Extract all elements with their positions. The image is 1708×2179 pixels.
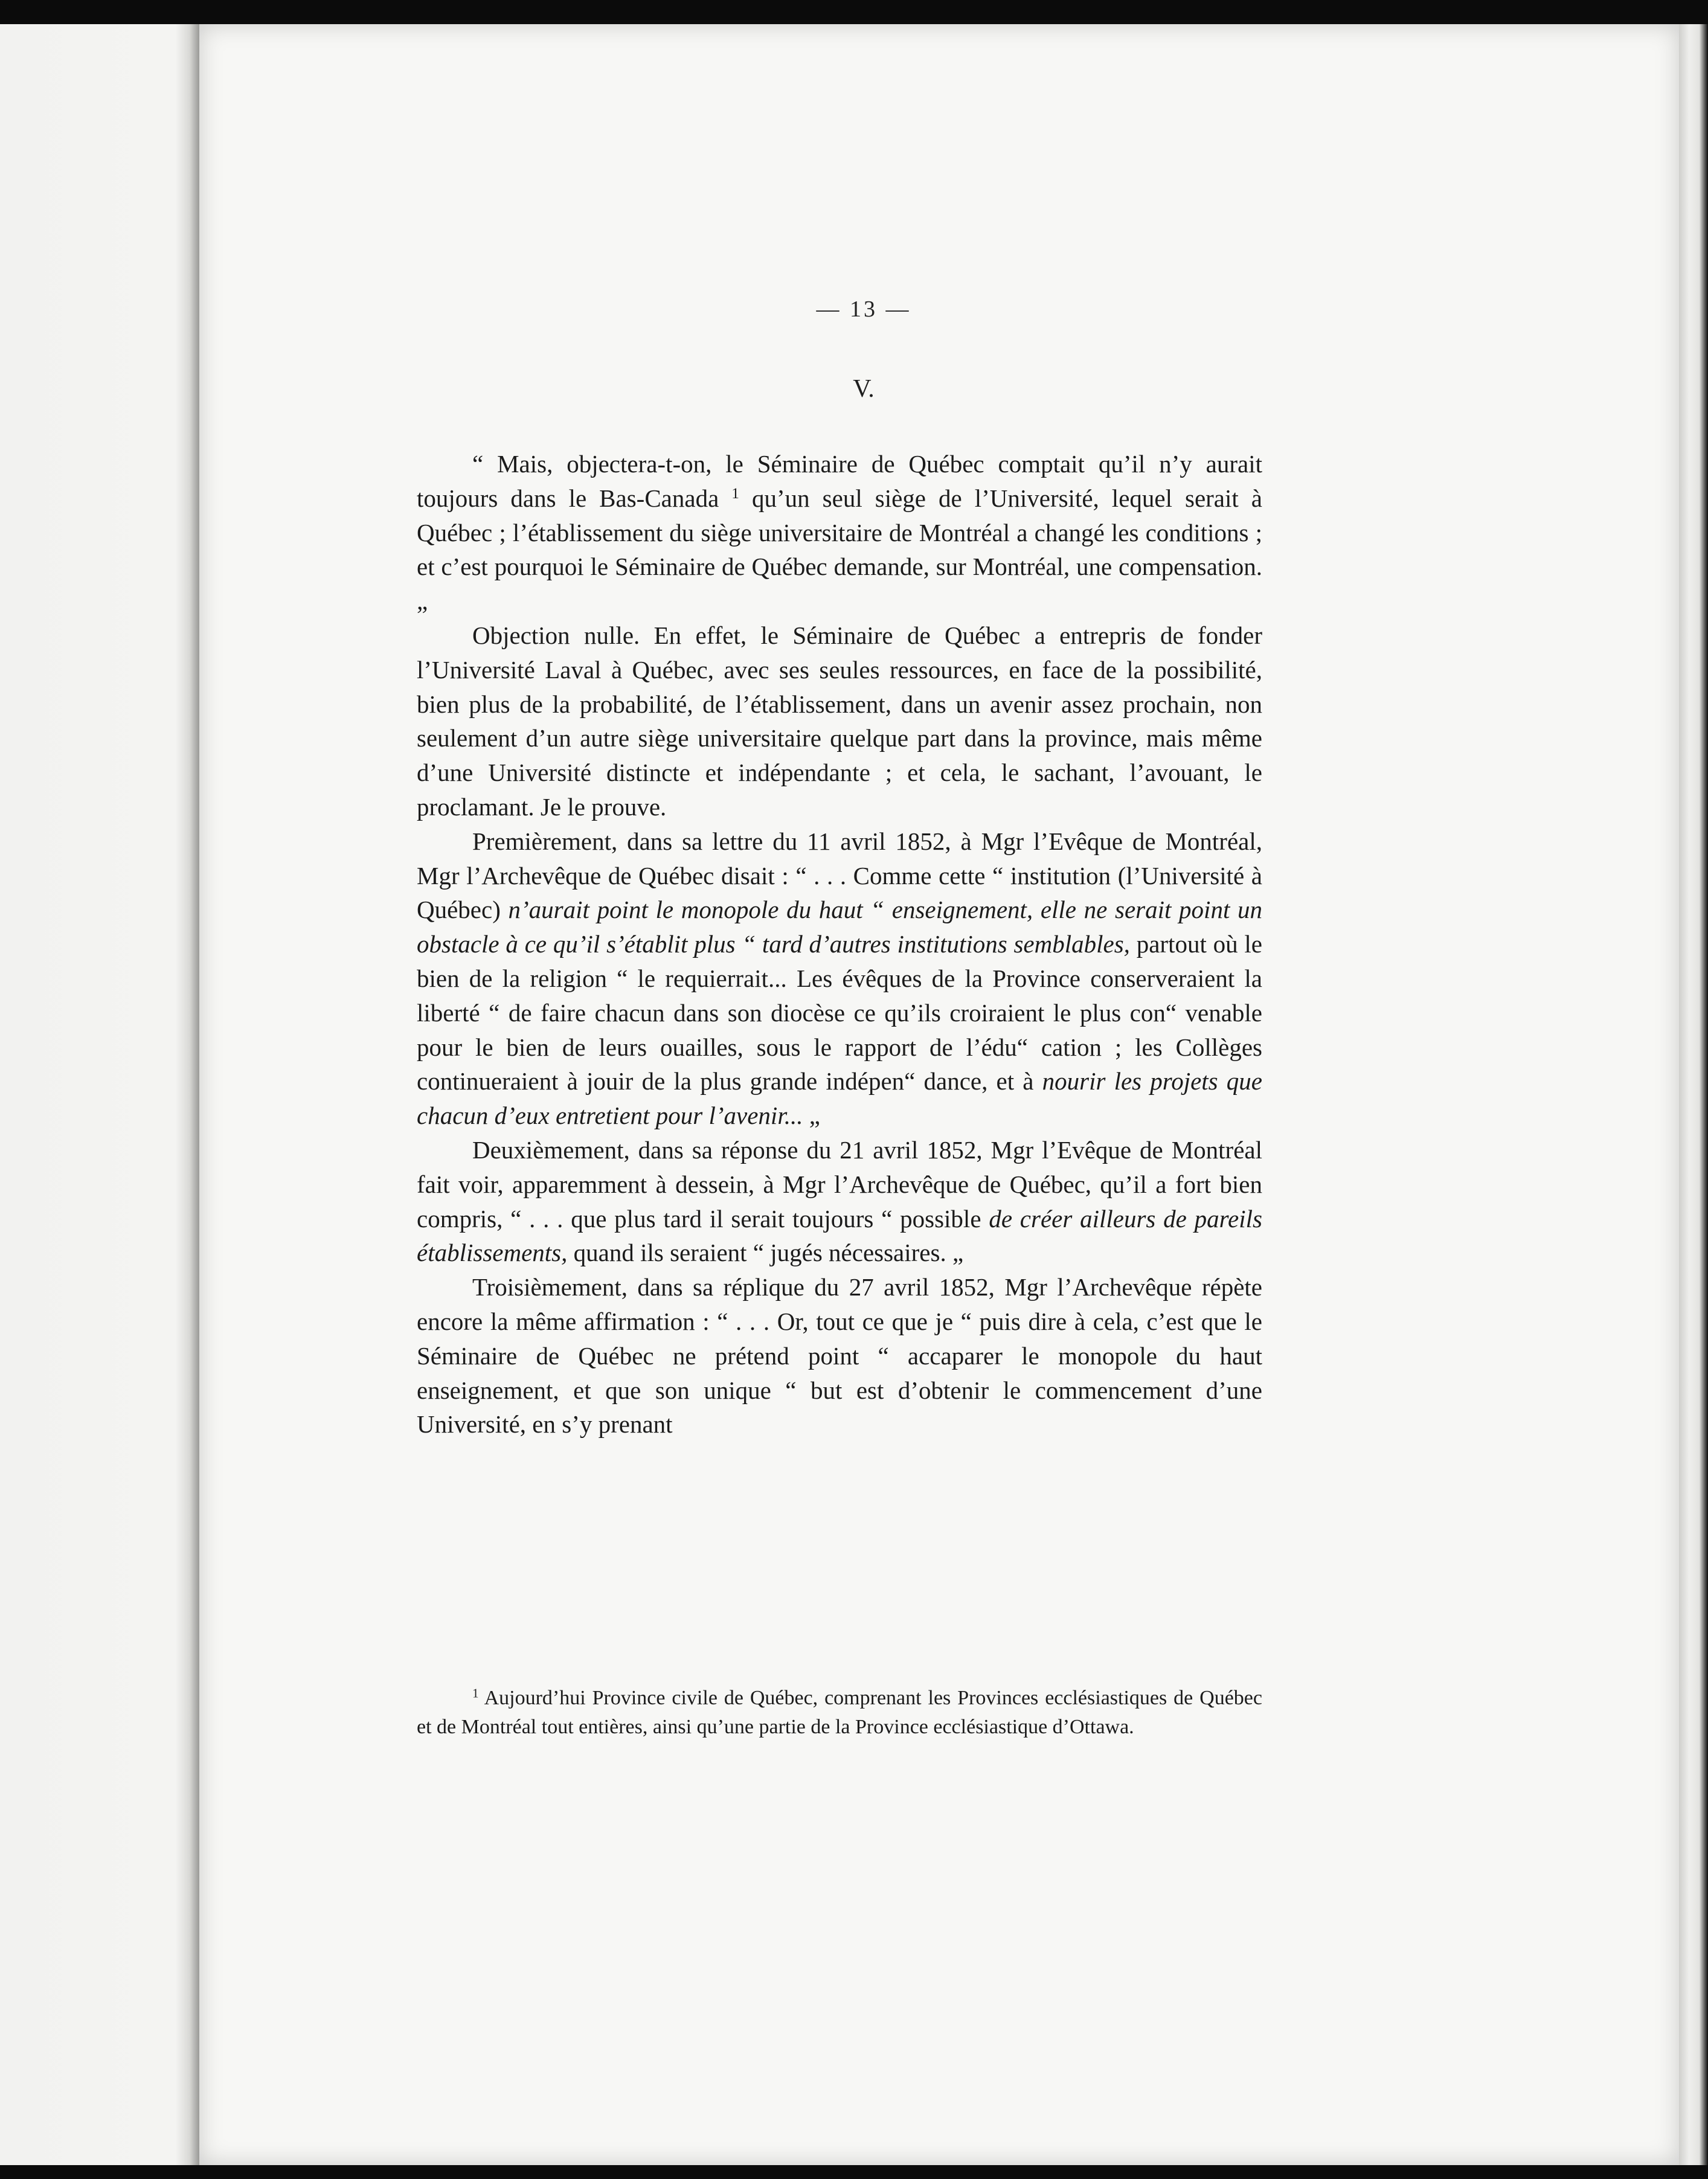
body-text (417, 447, 1262, 1442)
text-run: partout où le bien de la religion “ le requierrait... Les évêques de la Province conserveraient la liberté “ de faire chacun dans son diocèse ce qu’ils croiraient le plus con“ venable pour le bien de leurs ouailles, sous le rapport de l’édu“ cation ; les Collèges continueraient à jouir de la plus grande indépen“ dance, et à (417, 930, 1262, 1096)
text-run: Premièrement, dans sa lettre du 11 avril 1852, à Mgr l’Evêque de Montréal, Mgr l’Archevêque de Québec disait : “ . . . Comme cette “ institution (l’Université à Québec) (417, 827, 1262, 924)
italic-quotation: n’aurait point le monopole du haut “ enseignement, elle ne serait point un obstacle à ce qu’il s’établit plus “ tard d’autres institutions semblables, (417, 896, 1262, 958)
paragraph (417, 447, 1262, 618)
page-right-edge (1679, 24, 1708, 2165)
text-run: “ Mais, objectera-t-on, le Séminaire de Québec comptait qu’il n’y aurait toujours dans le Bas-Canada (417, 450, 1262, 512)
text-run: quand ils seraient “ jugés nécessaires. „ (567, 1239, 964, 1267)
italic-quotation: nourir les projets que chacun d’eux entretient pour l’avenir... (417, 1067, 1262, 1130)
paragraph (417, 1270, 1262, 1442)
text-run: „ (803, 1102, 820, 1130)
facing-page-edge (0, 24, 199, 2165)
footnote-marker: 1 (472, 1686, 479, 1701)
paragraph (417, 824, 1262, 1133)
text-run: qu’un seul siège de l’Université, lequel serait à Québec ; l’établissement du siège universitaire de Montréal a changé les conditions ; et c’est pourquoi le Séminaire de Québec demande, sur Montréal, une compensation. „ (417, 484, 1262, 615)
page-number: — 13 — (816, 297, 911, 322)
text-run: Troisièmement, dans sa réplique du 27 avril 1852, Mgr l’Archevêque répète encore la même affirmation : “ . . . Or, tout ce que je “ puis dire à cela, c’est que le Séminaire de Québec ne prétend point “ accaparer le monopole du haut enseignement, et que son unique “ but est d’obtenir le commencement d’une Université, en s’y prenant (417, 1273, 1262, 1439)
footnote (417, 1684, 1262, 1742)
paragraph (417, 1133, 1262, 1270)
italic-quotation: de créer ailleurs de pareils établissements, (417, 1204, 1262, 1267)
footnote-text (417, 1684, 1262, 1742)
paragraph (417, 618, 1262, 824)
text-run: Objection nulle. En effet, le Séminaire de Québec a entrepris de fonder l’Université Laval à Québec, avec ses seules ressources, en face de la possibilité, bien plus de la probabilité, de l’établissement, dans un avenir assez prochain, non seulement d’un autre siège universitaire quelque part dans la province, mais même d’une Université distincte et indépendante ; et cela, le sachant, l’avouant, le proclamant. Je le prouve. (417, 621, 1262, 821)
section-heading: V. (853, 375, 875, 403)
footnote-marker: 1 (731, 484, 739, 502)
text-run: Aujourd’hui Province civile de Québec, comprenant les Provinces ecclésiastiques de Québec et de Montréal tout entières, ainsi qu’une partie de la Province ecclésiastique d’Ottawa. (417, 1687, 1262, 1738)
text-run: Deuxièmement, dans sa réponse du 21 avril 1852, Mgr l’Evêque de Montréal fait voir, apparemment à dessein, à Mgr l’Archevêque de Québec, qu’il a fort bien compris, “ . . . que plus tard il serait toujours “ possible (417, 1135, 1262, 1233)
